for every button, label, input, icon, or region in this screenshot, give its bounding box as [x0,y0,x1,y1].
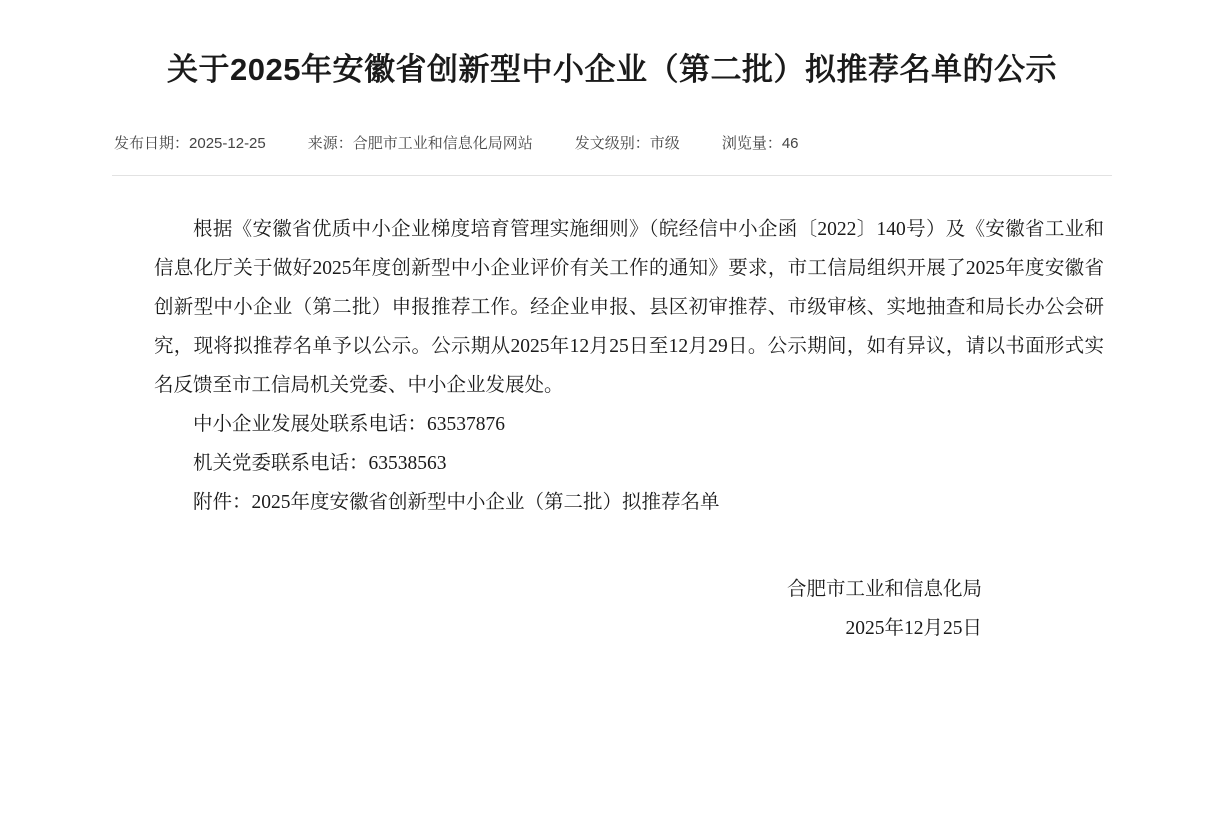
meta-views-count: 46 [781,135,799,152]
meta-publish-date [114,132,266,153]
page-title: 关于2025年安徽省创新型中小企业（第二批）拟推荐名单的公示 [167,52,1057,87]
meta-views [722,132,799,153]
meta-level-label: 发文级别： [574,135,650,152]
meta-level [575,132,680,153]
meta-publish-date-value: 2025-12-25 [189,135,266,152]
signature-date: 2025年12月25日 [845,618,982,639]
body-paragraph: 根据《安徽省优质中小企业梯度培育管理实施细则》（皖经信中小企函〔2022〕140号）及《安徽省工业和信息化厅关于做好2025年度创新型中小企业评价有关工作的通知》要求，市工信局组织开展了2025年度安徽省创新型中小企业（第二批）申报推荐工作。经企业申报、县区初审推荐、市级审核、实地抽查和局长办公会研究，现将拟推荐名单予以公示。公示期从2025年12月25日至12月29日。公示期间，如有异议，请以书面形式实名反馈至市工信局机关党委、中小企业发展处。 [154,219,1104,396]
meta-divider [112,175,1112,176]
signature-organization: 合肥市工业和信息化局 [786,579,982,600]
article-body [112,210,1112,522]
attachment-line: 附件：2025年度安徽省创新型中小企业（第二批）拟推荐名单 [193,492,720,513]
contact-line-party-committee: 机关党委联系电话：63538563 [193,453,447,474]
meta-source-value: 合肥市工业和信息化局网站 [352,135,533,152]
meta-level-value: 市级 [649,135,680,152]
meta-source [308,132,533,153]
article-container [112,0,1112,648]
article-meta [112,132,1112,153]
signature-block [112,570,1112,648]
contact-line-sme-office: 中小企业发展处联系电话：63537876 [193,414,506,435]
meta-publish-date-label: 发布日期： [114,135,190,152]
meta-views-label: 浏览量： [721,135,782,152]
meta-source-label: 来源： [307,135,353,152]
